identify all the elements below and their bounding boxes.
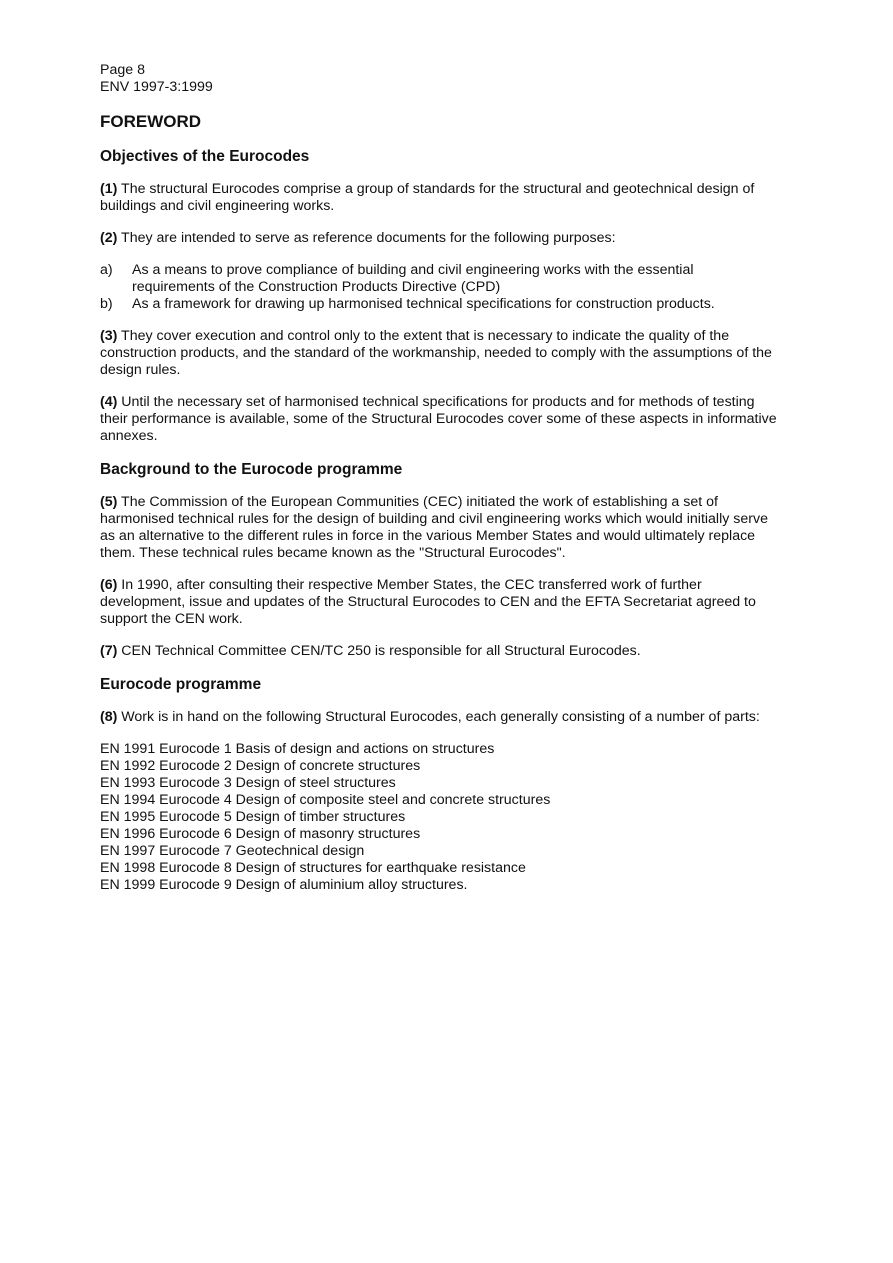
eurocode-item: EN 1995 Eurocode 5 Design of timber structures xyxy=(100,809,406,825)
page-number: Page 8 xyxy=(100,62,145,78)
eurocode-item: EN 1991 Eurocode 1 Basis of design and actions on structures xyxy=(100,741,495,757)
list-marker: a) xyxy=(100,262,113,278)
paragraph-text: In 1990, after consulting their respective Member States, the CEC transferred work of further development, issue and updates of the Structural Eurocodes to CEN and the EFTA Secretariat agreed to support the CEN work. xyxy=(100,577,756,627)
page-header xyxy=(100,62,780,96)
paragraph-text: Until the necessary set of harmonised technical specifications for products and for methods of testing their performance is available, some of the Structural Eurocodes cover some of these aspects in informative annexes. xyxy=(100,394,777,444)
eurocode-item: EN 1997 Eurocode 7 Geotechnical design xyxy=(100,843,365,859)
list-item xyxy=(100,296,780,313)
paragraph-number: (1) xyxy=(100,181,118,197)
eurocode-item: EN 1999 Eurocode 9 Design of aluminium alloy structures. xyxy=(100,877,468,893)
paragraph-2 xyxy=(100,230,780,247)
section-heading-objectives: Objectives of the Eurocodes xyxy=(100,148,310,165)
paragraph-text: They are intended to serve as reference documents for the following purposes: xyxy=(117,230,616,246)
eurocode-item: EN 1996 Eurocode 6 Design of masonry structures xyxy=(100,826,421,842)
paragraph-number: (6) xyxy=(100,577,118,593)
document-page xyxy=(100,62,780,894)
paragraph-number: (8) xyxy=(100,709,118,725)
eurocode-item: EN 1992 Eurocode 2 Design of concrete structures xyxy=(100,758,421,774)
list-item xyxy=(100,262,780,296)
paragraph-4 xyxy=(100,394,780,445)
eurocode-item: EN 1993 Eurocode 3 Design of steel structures xyxy=(100,775,396,791)
paragraph-6 xyxy=(100,577,780,628)
document-id: ENV 1997-3:1999 xyxy=(100,79,213,95)
foreword-title: FOREWORD xyxy=(100,112,202,131)
paragraph-1 xyxy=(100,181,780,215)
section-heading-background: Background to the Eurocode programme xyxy=(100,461,403,478)
paragraph-3 xyxy=(100,328,780,379)
paragraph-5 xyxy=(100,494,780,562)
paragraph-number: (7) xyxy=(100,643,118,659)
paragraph-number: (2) xyxy=(100,230,118,246)
paragraph-text: The Commission of the European Communities (CEC) initiated the work of establishing a set of harmonised technical rules for the design of building and civil engineering works which would initially serve as an alternative to the different rules in force in the various Member States and would ultimately replace them. These technical rules became known as the "Structural Eurocodes". xyxy=(100,494,768,561)
paragraph-number: (5) xyxy=(100,494,118,510)
paragraph-number: (3) xyxy=(100,328,118,344)
section-heading-programme: Eurocode programme xyxy=(100,676,262,693)
eurocode-item: EN 1994 Eurocode 4 Design of composite steel and concrete structures xyxy=(100,792,551,808)
paragraph-text: The structural Eurocodes comprise a group of standards for the structural and geotechnical design of buildings and civil engineering works. xyxy=(100,181,755,214)
paragraph-7 xyxy=(100,643,780,660)
list-marker: b) xyxy=(100,296,113,312)
eurocode-list xyxy=(100,741,780,894)
paragraph-text: Work is in hand on the following Structural Eurocodes, each generally consisting of a number of parts: xyxy=(117,709,760,725)
paragraph-text: CEN Technical Committee CEN/TC 250 is responsible for all Structural Eurocodes. xyxy=(117,643,641,659)
paragraph-8 xyxy=(100,709,780,726)
eurocode-item: EN 1998 Eurocode 8 Design of structures for earthquake resistance xyxy=(100,860,526,876)
paragraph-number: (4) xyxy=(100,394,118,410)
list-item-text: As a means to prove compliance of building and civil engineering works with the essential requirements of the Construction Products Directive (CPD) xyxy=(132,262,694,295)
list-item-text: As a framework for drawing up harmonised technical specifications for construction products. xyxy=(132,296,715,312)
paragraph-text: They cover execution and control only to the extent that is necessary to indicate the quality of the construction products, and the standard of the workmanship, needed to comply with the assumptions of the design rules. xyxy=(100,328,772,378)
purposes-list xyxy=(100,262,780,313)
